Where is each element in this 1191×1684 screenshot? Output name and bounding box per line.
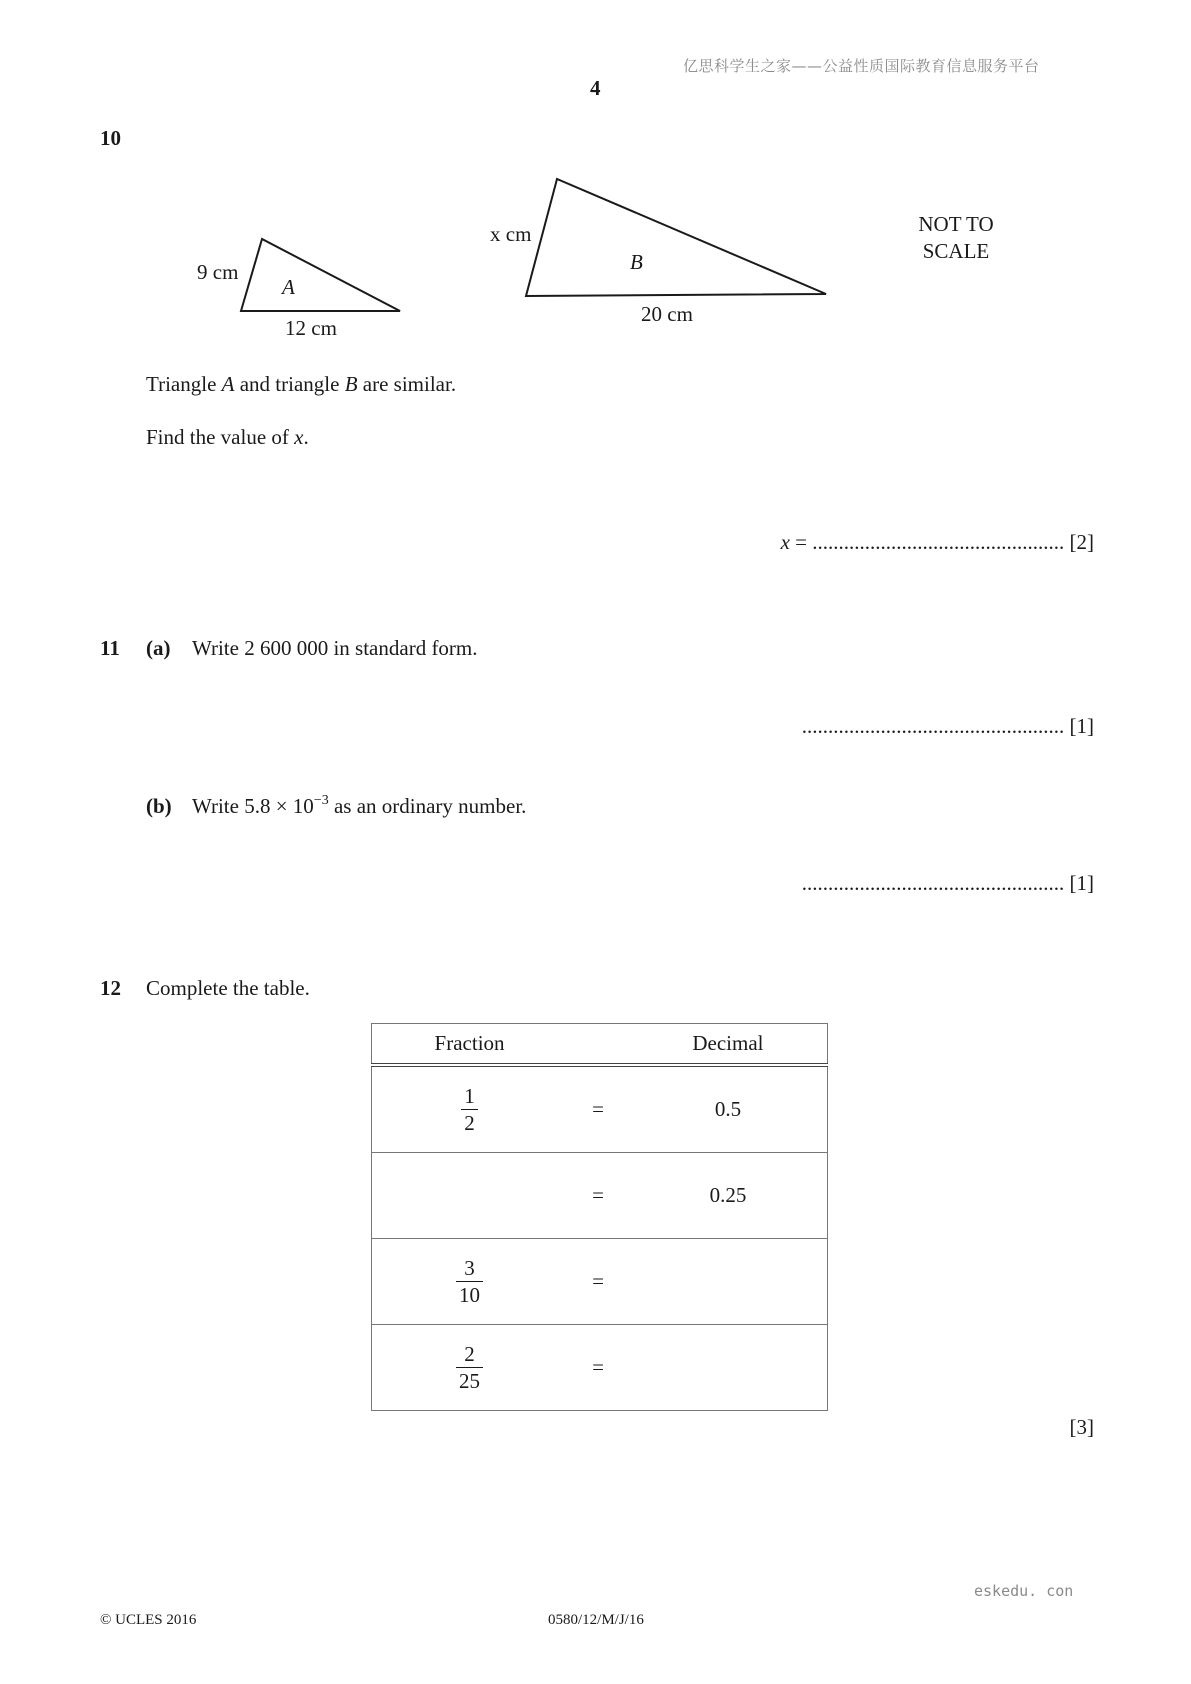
table-header-row xyxy=(372,1024,828,1066)
header-decimal: Decimal xyxy=(629,1024,828,1066)
q11b-label: (b) xyxy=(146,794,172,818)
question-number-10: 10 xyxy=(100,126,121,150)
q11b-text-pre: Write 5.8 × 10 xyxy=(192,794,314,818)
q11a-marks: [1] xyxy=(1069,714,1094,738)
footer-paper-code: 0580/12/M/J/16 xyxy=(548,1612,644,1628)
q10-instruction-text: Find the value of xyxy=(146,425,295,449)
q11a-text: Write 2 600 000 in standard form. xyxy=(192,636,478,660)
fraction xyxy=(456,1255,483,1307)
q10-instruction-var: x xyxy=(294,425,304,449)
fraction-numerator: 2 xyxy=(456,1344,483,1368)
triangle-a-side-label: 9 cm xyxy=(197,260,239,284)
similar-triangles-figure xyxy=(0,0,1191,360)
table-row xyxy=(372,1153,828,1239)
decimal-answer-cell[interactable] xyxy=(629,1239,828,1325)
q12-text: Complete the table. xyxy=(146,976,310,1000)
triangle-a xyxy=(241,239,400,311)
q11b-answer-field[interactable]: .................................................. xyxy=(801,871,1065,895)
header-fraction: Fraction xyxy=(372,1024,568,1066)
q11a-answer-field[interactable]: .................................................. xyxy=(801,714,1065,738)
decimal-answer-cell[interactable] xyxy=(629,1325,828,1411)
q10-answer-line xyxy=(781,530,1094,555)
equals-sign: = xyxy=(567,1325,629,1411)
q10-statement-text-1: Triangle xyxy=(146,372,222,396)
q12-marks: [3] xyxy=(1069,1415,1094,1439)
triangle-b xyxy=(526,179,826,296)
fraction-cell xyxy=(372,1325,568,1411)
triangle-b-side-label: x cm xyxy=(490,222,532,246)
question-number-12: 12 xyxy=(100,976,121,1000)
table-row xyxy=(372,1325,828,1411)
q11b-text-post: as an ordinary number. xyxy=(328,794,527,818)
fraction-cell xyxy=(372,1065,568,1153)
fraction-denominator: 10 xyxy=(459,1282,481,1307)
q11a-label: (a) xyxy=(146,636,171,660)
q10-statement-b: B xyxy=(344,372,358,396)
q10-instruction xyxy=(146,425,309,450)
triangle-b-base-label: 20 cm xyxy=(641,302,693,326)
fraction-denominator: 2 xyxy=(464,1110,475,1135)
q11b-text xyxy=(192,794,526,819)
equals-sign: = xyxy=(567,1065,629,1153)
q10-statement-a: A xyxy=(221,372,235,396)
q10-answer-field[interactable]: ................................................ xyxy=(812,530,1065,554)
watermark-top: 亿思科学生之家——公益性质国际教育信息服务平台 xyxy=(683,57,1040,75)
table-row xyxy=(372,1065,828,1153)
q10-statement xyxy=(146,372,456,397)
q11b-exponent: −3 xyxy=(313,793,329,808)
equals-sign: = xyxy=(567,1153,629,1239)
q10-marks: [2] xyxy=(1069,530,1094,554)
fraction-denominator: 25 xyxy=(459,1368,481,1393)
fraction-decimal-table xyxy=(371,1023,828,1411)
fraction xyxy=(456,1341,483,1393)
header-gap xyxy=(567,1024,629,1066)
fraction xyxy=(461,1083,478,1135)
decimal-cell: 0.25 xyxy=(629,1153,828,1239)
triangle-a-label: A xyxy=(282,275,295,299)
table-row xyxy=(372,1239,828,1325)
q10-instruction-end: . xyxy=(303,425,309,449)
question-number-11: 11 xyxy=(100,636,120,660)
q10-answer-eq: = xyxy=(789,530,813,554)
not-to-scale-note xyxy=(900,211,1012,265)
not-to-scale-line1: NOT TO xyxy=(918,212,994,236)
fraction-numerator: 3 xyxy=(456,1258,483,1282)
q11b-marks: [1] xyxy=(1069,871,1094,895)
q11b-answer-line xyxy=(802,871,1094,896)
triangle-b-label: B xyxy=(630,250,643,274)
watermark-bottom: eskedu. con xyxy=(974,1582,1074,1600)
q10-statement-text-3: are similar. xyxy=(357,372,457,396)
decimal-cell: 0.5 xyxy=(629,1065,828,1153)
triangle-a-base-label: 12 cm xyxy=(285,316,337,340)
page-number: 4 xyxy=(590,76,601,100)
equals-sign: = xyxy=(567,1239,629,1325)
q11a-answer-line xyxy=(802,714,1094,739)
fraction-cell xyxy=(372,1239,568,1325)
fraction-answer-cell[interactable] xyxy=(372,1153,568,1239)
q10-statement-text-2: and triangle xyxy=(234,372,345,396)
q10-answer-var: x xyxy=(780,530,790,554)
fraction-numerator: 1 xyxy=(461,1086,478,1110)
footer-copyright: © UCLES 2016 xyxy=(100,1612,197,1628)
not-to-scale-line2: SCALE xyxy=(922,239,990,263)
